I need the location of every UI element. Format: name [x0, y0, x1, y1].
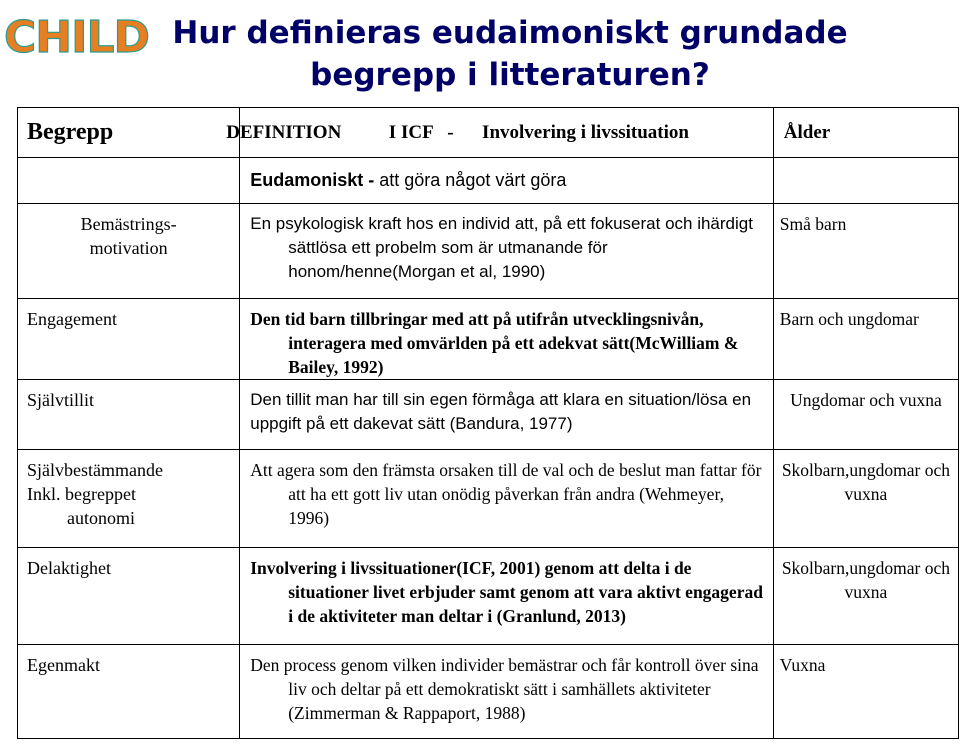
- term-line: Självbestämmande: [27, 460, 163, 480]
- page-title: Hur definieras eudaimoniskt grundade begrepp i litteraturen?: [172, 15, 848, 93]
- header-alder: Ålder: [773, 108, 958, 158]
- header-begrepp: Begrepp: [18, 108, 240, 158]
- term-line: Egenmakt: [27, 655, 100, 675]
- term-cell: [18, 299, 240, 380]
- definition-text: Involvering i livssituationer(ICF, 2001) genom att delta i de situationer livet erbjuder samt genom att vara aktivt engagerad i de aktiviteter man deltar i (Granlund, 2013): [250, 558, 763, 626]
- term-cell: [18, 204, 240, 299]
- subheader-empty: [18, 158, 240, 204]
- term-line: autonomi: [67, 508, 135, 528]
- subheader-bold: Eudamoniskt -: [250, 170, 380, 190]
- subheader-empty-right: [773, 158, 958, 204]
- definition-cell: [240, 380, 774, 450]
- definition-cell: [240, 299, 774, 380]
- age-cell: Skolbarn,ungdomar och vuxna: [773, 450, 958, 548]
- table-row: [18, 645, 959, 739]
- age-cell: Skolbarn,ungdomar och vuxna: [773, 548, 958, 645]
- term-line: motivation: [89, 238, 168, 258]
- term-cell: [18, 548, 240, 645]
- age-cell: Små barn: [773, 204, 958, 299]
- definitions-table: [17, 107, 959, 739]
- table-row: [18, 380, 959, 450]
- age-cell: Barn och ungdomar: [773, 299, 958, 380]
- table-row: [18, 299, 959, 380]
- child-logo: [2, 2, 150, 63]
- term-line: Bemästrings-: [80, 214, 177, 234]
- logo-text: CHILD: [4, 12, 150, 63]
- definition-cell: [240, 548, 774, 645]
- definition-text: Att agera som den främsta orsaken till de val och de beslut man fattar för att ha ett gott liv utan onödig påverkan från andra (Wehmeyer, 1996): [250, 460, 762, 528]
- term-line: Inkl. begreppet: [27, 484, 136, 504]
- definition-text: En psykologisk kraft hos en individ att, på ett fokuserat och ihärdigt sättlösa ett probelm som är utmanande för honom/henne(Morgan et al, 1990): [250, 214, 753, 281]
- term-line: Engagement: [27, 309, 117, 329]
- definition-cell: [240, 204, 774, 299]
- term-cell: [18, 380, 240, 450]
- definition-cell: [240, 645, 774, 739]
- age-cell: Ungdomar och vuxna: [773, 380, 958, 450]
- header-definition: DEFINITION I ICF - Involvering i livssituation: [226, 108, 760, 158]
- subheader-eudamoniskt: [240, 158, 774, 204]
- definition-text: Den tillit man har till sin egen förmåga att klara en situation/lösa en uppgift på ett dakevat sätt (Bandura, 1977): [250, 390, 752, 433]
- age-cell: Vuxna: [773, 645, 958, 739]
- definition-text: Den tid barn tillbringar med att på utifrån utvecklingsnivån, interagera med omvärlden på ett adekvat sätt(McWilliam & Bailey, 1992): [250, 309, 739, 377]
- term-cell: [18, 645, 240, 739]
- subheader-rest: att göra något värt göra: [379, 170, 567, 190]
- table-row: [18, 204, 959, 299]
- term-line: Självtillit: [27, 390, 95, 410]
- table-row: [18, 450, 959, 548]
- definition-cell: [240, 450, 774, 548]
- term-cell: [18, 450, 240, 548]
- definition-text: Den process genom vilken individer bemästrar och får kontroll över sina liv och deltar på ett demokratiskt sätt i samhällets aktiviteter (Zimmerman & Rappaport, 1988): [250, 655, 759, 723]
- table-row: [18, 548, 959, 645]
- term-line: Delaktighet: [27, 558, 111, 578]
